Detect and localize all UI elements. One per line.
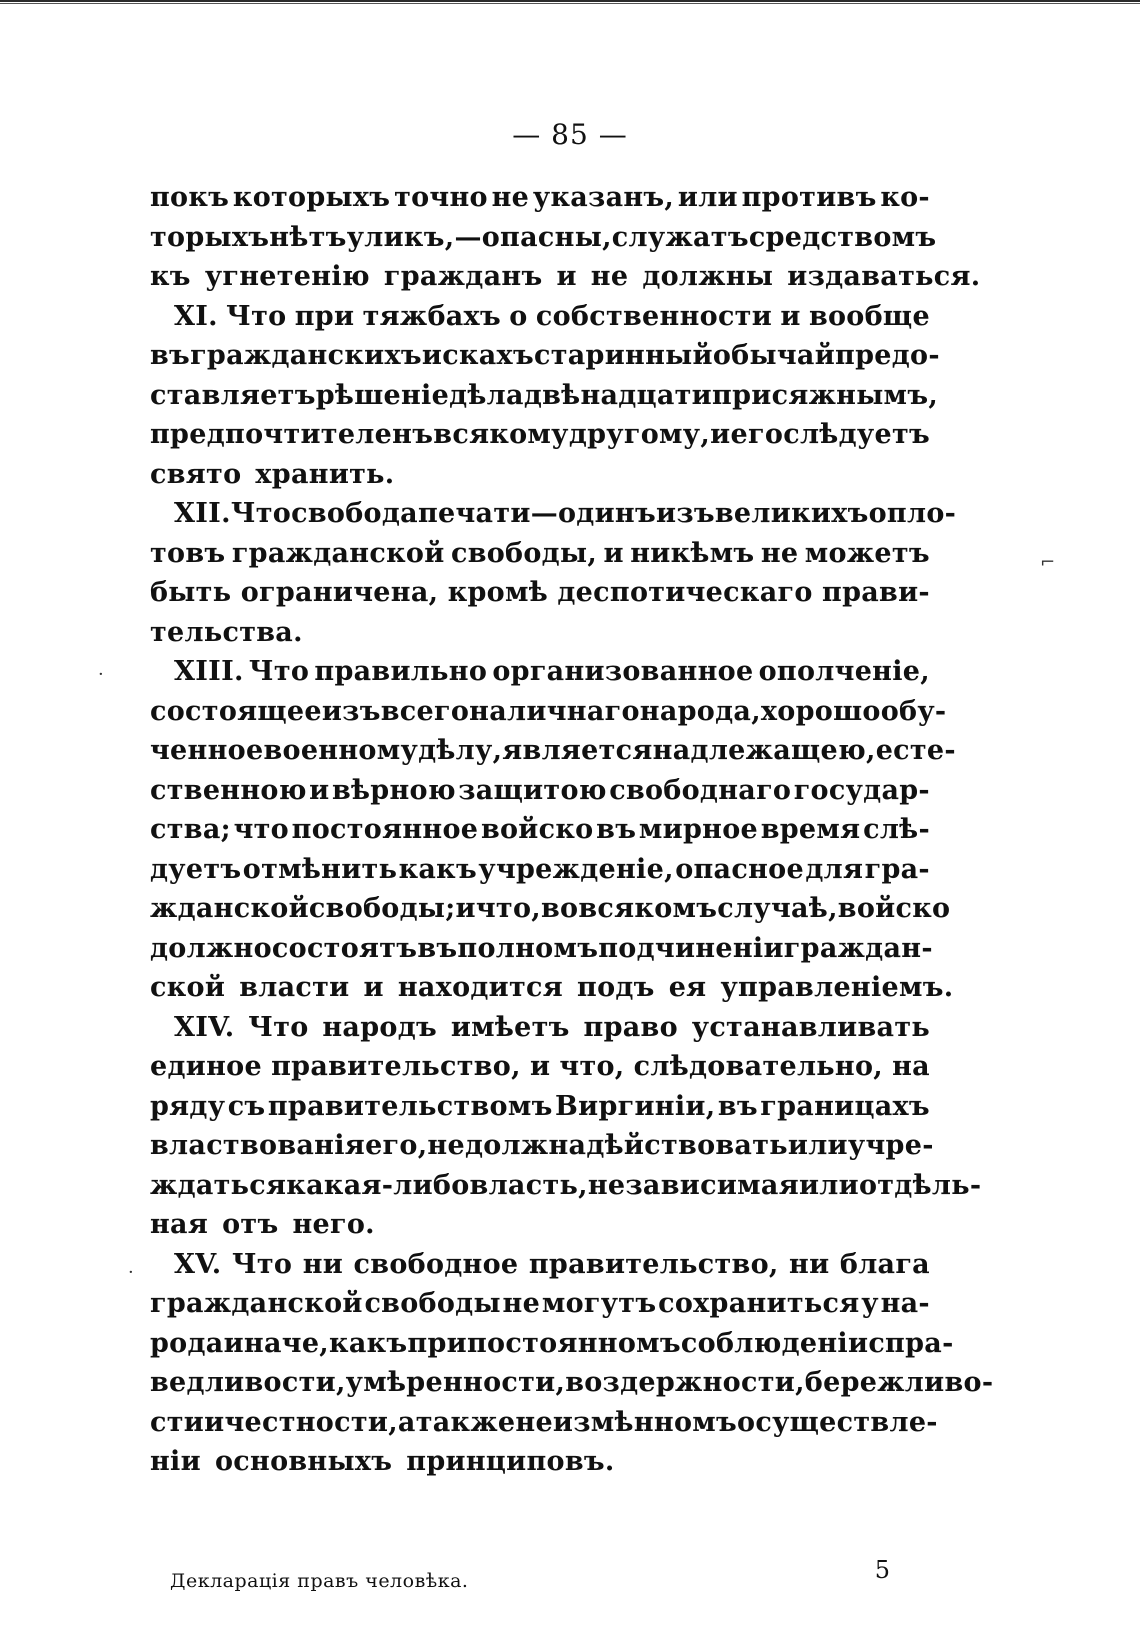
text-line: быть ограничена, кромѣ деспотическаго прави- [150,577,930,608]
margin-dot: · [128,1262,134,1283]
text-line: властвованія его, не должна дѣйствовать или учре- [150,1130,934,1161]
text-line: XIV. Что народъ имѣетъ право устанавливать [174,1011,930,1043]
text-line: ніи основныхъ принциповъ. [150,1446,615,1477]
text-line: состоящее изъ всего наличнаго народа, хорошо обу- [150,695,947,727]
text-line: XI. Что при тяжбахъ о собственности и вообще [174,300,930,332]
text-line: ная отъ него. [150,1209,375,1240]
text-line: гражданской свободы не могутъ сохраниться у на- [150,1288,930,1319]
page-number: — 85 — [512,118,628,151]
text-line: ченное военному дѣлу, является надлежащею, есте- [150,735,956,766]
margin-dot: · [98,664,104,685]
text-line: ственною и вѣрною защитою свободнаго государ- [150,774,930,806]
text-line: свято хранить. [150,458,395,490]
text-line: ской власти и находится подъ ея управленіемъ. [150,972,954,1003]
text-line: къ угнетенію гражданъ и не должны издаваться. [150,261,981,292]
text-line: дуетъ отмѣнить какъ учрежденіе, опасное для гра- [150,853,930,885]
text-line: жданской свободы; и что, во всякомъ случаѣ, войско [150,893,951,924]
text-line: ждаться какая-либо власть, независимая или отдѣль- [150,1169,982,1201]
text-line: ведливости, умѣренности, воздержности, бережливо- [150,1367,994,1398]
signature-mark: 5 [874,1556,890,1584]
running-title: Декларація правъ человѣка. [170,1570,469,1592]
text-line: въ гражданскихъ искахъ старинный обычай предо- [150,340,940,371]
text-line: ства; что постоянное войско въ мирное время слѣ- [150,814,930,845]
margin-mark: ⌐ [1040,552,1056,573]
text-line: XII. Что свобода печати—одинъ изъ великихъ опло- [174,498,957,529]
text-line: предпочтителенъ всякому другому, и его слѣдуетъ [150,419,930,450]
text-line: тельства. [150,616,303,648]
text-line: ряду съ правительствомъ Виргиніи, въ границахъ [150,1090,930,1122]
text-line: рода иначе, какъ при постоянномъ соблюденіи спра- [150,1327,954,1359]
top-rule [0,0,1140,6]
text-line: XIII. Что правильно организованное ополченіе, [174,656,930,687]
text-line: ставляетъ рѣшеніе дѣла двѣнадцати присяжнымъ, [150,379,939,411]
body-text [150,178,994,1482]
text-line: единое правительство, и что, слѣдовательно, на [150,1051,930,1082]
text-line: торыхъ нѣтъ уликъ,—опасны, служатъ средствомъ [150,221,937,253]
text-line: покъ которыхъ точно не указанъ, или противъ ко- [150,182,930,213]
text-line: товъ гражданской свободы, и никѣмъ не можетъ [150,537,930,569]
text-line: сти и честности, а также неизмѣнномъ осуществле- [150,1406,938,1438]
text-line: должно состоятъ въ полномъ подчиненіи граждан- [150,932,933,964]
text-line: XV. Что ни свободное правительство, ни блага [174,1248,930,1280]
